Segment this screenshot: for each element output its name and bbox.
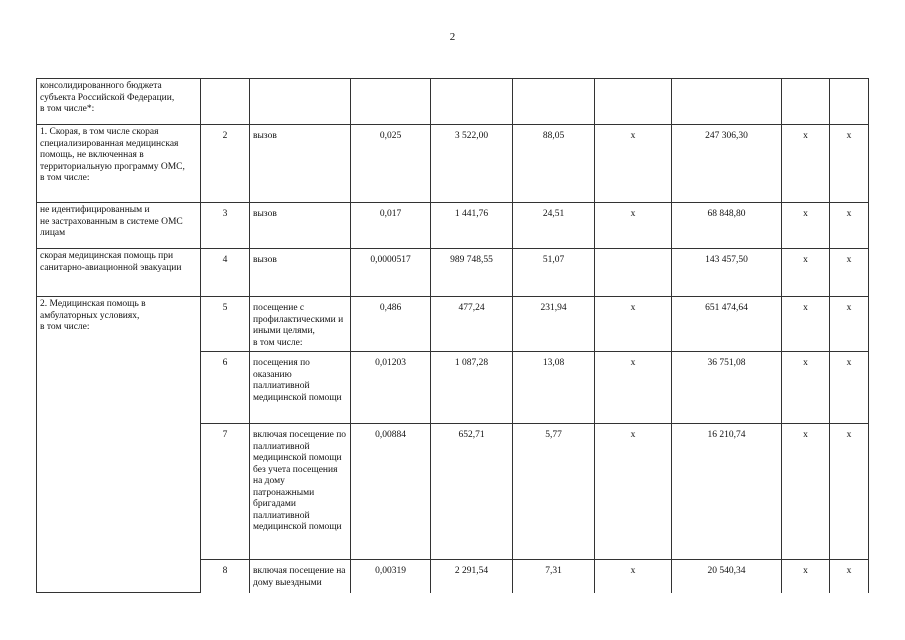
row-unit: включая посещение на дому выездными [250,560,351,593]
row-total-budget: 36 751,08 [672,352,782,424]
row-percent: х [830,249,869,297]
row-cost: 989 748,55 [431,249,513,297]
row-norm: 0,00884 [351,424,431,560]
row-per-capita-oms [595,79,672,125]
row-cost: 2 291,54 [431,560,513,593]
row-percent [830,79,869,125]
row-total-oms: х [782,203,830,249]
row-number: 8 [201,560,250,593]
row-percent: х [830,297,869,352]
row-per-capita-oms: х [595,352,672,424]
row-per-capita-budget: 5,77 [513,424,595,560]
row-per-capita-budget: 88,05 [513,125,595,203]
row-unit: вызов [250,249,351,297]
row-cost: 477,24 [431,297,513,352]
row-unit: включая посещение по паллиативной медицинской помощи без учета посещения на дому патронажными бригадами паллиативной медицинской помощи [250,424,351,560]
row-total-oms [782,79,830,125]
row-per-capita-budget [513,79,595,125]
row-norm: 0,00319 [351,560,431,593]
row-per-capita-oms: х [595,297,672,352]
row-percent: х [830,352,869,424]
table-row [37,203,869,249]
row-per-capita-oms: х [595,125,672,203]
page-number: 2 [449,31,456,43]
table-row [37,297,869,352]
row-per-capita-oms [595,249,672,297]
row-per-capita-budget: 51,07 [513,249,595,297]
row-percent: х [830,203,869,249]
row-total-budget: 247 306,30 [672,125,782,203]
row-unit [250,79,351,125]
row-total-budget: 143 457,50 [672,249,782,297]
row-unit: вызов [250,203,351,249]
row-name: скорая медицинская помощь при санитарно-авиационной эвакуации [37,249,201,297]
row-norm: 0,025 [351,125,431,203]
row-name: консолидированного бюджета субъекта Российской Федерации, в том числе*: [37,79,201,125]
row-cost: 1 087,28 [431,352,513,424]
row-per-capita-oms: х [595,424,672,560]
row-percent: х [830,560,869,593]
row-total-oms: х [782,560,830,593]
row-total-budget [672,79,782,125]
row-percent: х [830,424,869,560]
row-cost: 1 441,76 [431,203,513,249]
row-name: 1. Скорая, в том числе скорая специализированная медицинская помощь, не включенная в территориальную программу ОМС, в том числе: [37,125,201,203]
row-unit: посещения по оказанию паллиативной медицинской помощи [250,352,351,424]
row-unit: посещение с профилактическими и иными целями, в том числе: [250,297,351,352]
row-number: 7 [201,424,250,560]
budget-table [36,78,869,593]
row-unit: вызов [250,125,351,203]
row-norm [351,79,431,125]
row-total-oms: х [782,424,830,560]
row-total-budget: 16 210,74 [672,424,782,560]
table-row [37,249,869,297]
row-percent: х [830,125,869,203]
row-number: 6 [201,352,250,424]
table-row [37,125,869,203]
table-row [37,79,869,125]
row-norm: 0,017 [351,203,431,249]
row-cost: 3 522,00 [431,125,513,203]
row-total-oms: х [782,352,830,424]
row-total-oms: х [782,125,830,203]
row-total-oms: х [782,249,830,297]
row-cost [431,79,513,125]
row-per-capita-budget: 7,31 [513,560,595,593]
row-norm: 0,0000517 [351,249,431,297]
row-norm: 0,01203 [351,352,431,424]
row-number: 5 [201,297,250,352]
row-total-budget: 20 540,34 [672,560,782,593]
row-per-capita-oms: х [595,560,672,593]
row-norm: 0,486 [351,297,431,352]
row-name: 2. Медицинская помощь в амбулаторных условиях, в том числе: [37,297,201,593]
row-name: не идентифицированным и не застрахованным в системе ОМС лицам [37,203,201,249]
row-per-capita-oms: х [595,203,672,249]
row-cost: 652,71 [431,424,513,560]
row-per-capita-budget: 24,51 [513,203,595,249]
row-per-capita-budget: 231,94 [513,297,595,352]
row-total-budget: 68 848,80 [672,203,782,249]
row-number: 4 [201,249,250,297]
row-total-budget: 651 474,64 [672,297,782,352]
row-number: 2 [201,125,250,203]
row-number [201,79,250,125]
row-number: 3 [201,203,250,249]
row-per-capita-budget: 13,08 [513,352,595,424]
row-total-oms: х [782,297,830,352]
